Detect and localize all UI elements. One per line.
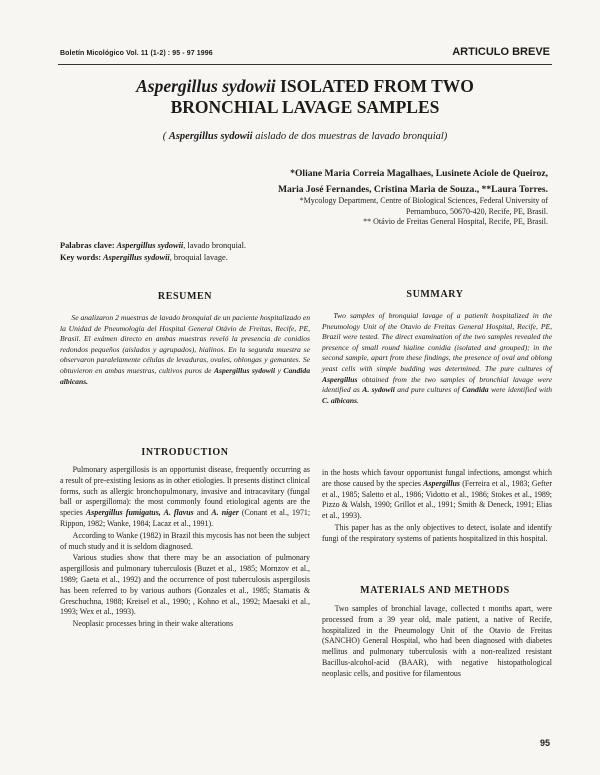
intro-paragraph-2: According to Wanke (1982) in Brazil this mycosis has not been the subject of much study and it is seldom diagnosed.: [60, 530, 310, 551]
summary-mid-2: and pure cultures of: [394, 385, 462, 395]
page-number: 95: [539, 738, 550, 748]
materials-methods-heading: MATERIALS AND METHODS: [360, 585, 510, 596]
introduction-text: [60, 465, 310, 631]
right-column-text: [322, 468, 552, 546]
keywords-en-label: Key words:: [60, 252, 102, 262]
intro-p1-a: Pulmonary aspergillosis is an opportunist disease, frequently occurring as a result of pre-existing lesions as in other etiologies. It presents distinct clinical forms, such as allergic bronchopulmonary, invasive and intracavitary (fungal ball or aspergilloma): the most commonly found etiological agents are the species: [60, 465, 310, 518]
summary-end: .: [357, 395, 359, 405]
keywords-es: [60, 240, 360, 252]
summary-body: Two samples of bronquial lavage of a patienlt hospitalized in the Pneumology Unit of the Otavio de Freitas General Hospital, Recife, PE, Brazil were tested. The direct examination of the two samples revealed the presence of small round hialine conidia (isolated and grouped); in the second sample, apart from these findings, the presence of oval and oblong yeast cells with simple budding was determined. The pure cultures of: [322, 311, 552, 373]
subtitle-rest: aislado de dos muestras de lavado bronquial): [252, 131, 448, 142]
subtitle-species: Aspergillus sydowii: [168, 131, 253, 142]
article-subtitle: [50, 131, 560, 142]
right-paragraph-1: [322, 468, 552, 522]
summary-text: [322, 311, 552, 406]
section-label: ARTICULO BREVE: [452, 46, 550, 58]
resumen-text: [60, 313, 310, 387]
intro-p1-and: and: [193, 508, 212, 518]
article-title: [50, 76, 560, 118]
resumen-species-1: Aspergillus sydowii: [213, 365, 276, 375]
summary-species-2: A. sydowii: [362, 385, 395, 395]
subtitle-open: (: [162, 131, 169, 142]
right-paragraph-2: This paper has as the only objectives to detect, isolate and identify fungi of the respiratory systems of patients hospitalized in this hospital.: [322, 522, 552, 543]
title-line2: BRONCHIAL LAVAGE SAMPLES: [170, 97, 440, 117]
introduction-heading: INTRODUCTION: [141, 447, 229, 458]
keywords-en: [60, 252, 360, 264]
affiliation-1-line2: Pernambuco, 50670-420, Recife, PE, Brasil.: [406, 206, 548, 216]
right-p1-b: (Ferreira et al., 1983; Gefter et al., 1985; Saletto et al., 1986; Vidotto et al., 1986; Stokes et al., 1989; Pizzo & Walsh, 1990; Grillot et al., 1991; Smith & Deneck, 1991; Elias et al., 1993).: [322, 478, 552, 521]
resumen-body: Se analizaron 2 muestras de lavado bronquial de un paciente hospitalizado en la Unidad de Pneumología del Hospital General Otávio de Freitas, Recife, PE, Brasil. El exámen directo en ambas muestras reveló la presencia de conidios redondos pequeños (aislados y agrupados), hialinos. En la segunda muestra se observaron paralelamente células de levaduras, ovales, oblongas y gemantes. Se obtuvieron en ambas muestras, cultivos puros de: [60, 313, 310, 375]
authors: [128, 166, 548, 198]
keywords-en-species: Aspergillus sydowii: [101, 252, 170, 262]
authors-line1: *Oliane Maria Correia Magalhaes, Lusinete Aciole de Queiroz,: [290, 168, 548, 179]
affiliation-2: ** Otávio de Freitas General Hospital, Recife, PE, Brasil.: [363, 217, 548, 226]
authors-line2: Maria José Fernandes, Cristina Maria de Souza., **Laura Torres.: [277, 184, 548, 195]
title-species: Aspergillus sydowii: [136, 76, 276, 96]
summary-species-3: Candida: [461, 385, 489, 395]
affiliations: [188, 196, 548, 228]
intro-p1-species-2: A. niger: [211, 508, 239, 518]
materials-methods-text: [322, 604, 552, 681]
right-p1-species: Aspergillus: [423, 478, 461, 488]
keywords-es-rest: , lavado bronquial.: [183, 241, 247, 250]
resumen-mid: y: [275, 365, 284, 375]
intro-p1-species-1: Aspergillus fumigatus, A. flavus: [85, 508, 194, 518]
summary-species-4: C. albicans: [322, 395, 358, 405]
keywords: [60, 240, 360, 263]
intro-paragraph-1: [60, 465, 310, 530]
intro-paragraph-4: Neoplasic processes bring in their wake alterations: [72, 619, 234, 629]
title-line1-rest: ISOLATED FROM TWO: [275, 76, 474, 96]
header-rule: [58, 64, 552, 65]
right-p1-a: in the hosts which favour opportunist fungal infections, amongst which are those caused by the species: [322, 468, 552, 488]
keywords-es-label: Palabras clave:: [60, 241, 115, 250]
keywords-es-species: Aspergillus sydowii: [114, 241, 184, 250]
summary-heading: SUMMARY: [406, 289, 464, 300]
journal-header: Boletín Micológico Vol. 11 (1-2) : 95 - 97 1996: [60, 50, 213, 57]
keywords-en-rest: , broquial lavage.: [169, 252, 228, 262]
mm-paragraph-1: Two samples of bronchial lavage, collected t months apart, were processed from a 39 year old, male patient, a native of Recife, hospitalized in the Pneumology Unit of the Otavio de Freitas (SANCHO) General Hospital, who had been diagnosed with diabetes mellitus and pulmonary tuberculosis with a non-realized resistant Bacillus-alcohol-acid (BAAR), with negative histopathological neoplasic cells, and positive for filamentous: [322, 604, 552, 678]
summary-species-1: Aspergillus: [322, 374, 358, 384]
resumen-species-2: Candida albicans.: [60, 365, 310, 386]
affiliation-1-line1: *Mycology Department, Centre of Biological Sciences, Federal University of: [299, 196, 548, 205]
intro-p1-b: (Conant et al., 1971; Rippon, 1982; Wanke, 1984; Lacaz et al., 1991).: [60, 508, 311, 528]
summary-mid-3: were identified with: [488, 385, 552, 395]
summary-mid-1: obtained from the two samples of bronchial lavage were identified as: [322, 374, 552, 395]
intro-paragraph-3: Various studies show that there may be an association of pulmonary aspergillosis and pulmonary tuberculosis (Buzet et al., 1985; Mornzov et al., 1989; Gaeta et al., 1992) and the occurrence of post tuberculosis aspergilosis has been referred to by various authors (Gonzales et al., 1985; Stamatis & Greschuchna, 1988; Kreisel et al., 1990; , Kohno et al., 1992; Maesaki et al., 1993; Wex et al., 1993).: [60, 553, 310, 617]
resumen-heading: RESUMEN: [157, 291, 213, 302]
